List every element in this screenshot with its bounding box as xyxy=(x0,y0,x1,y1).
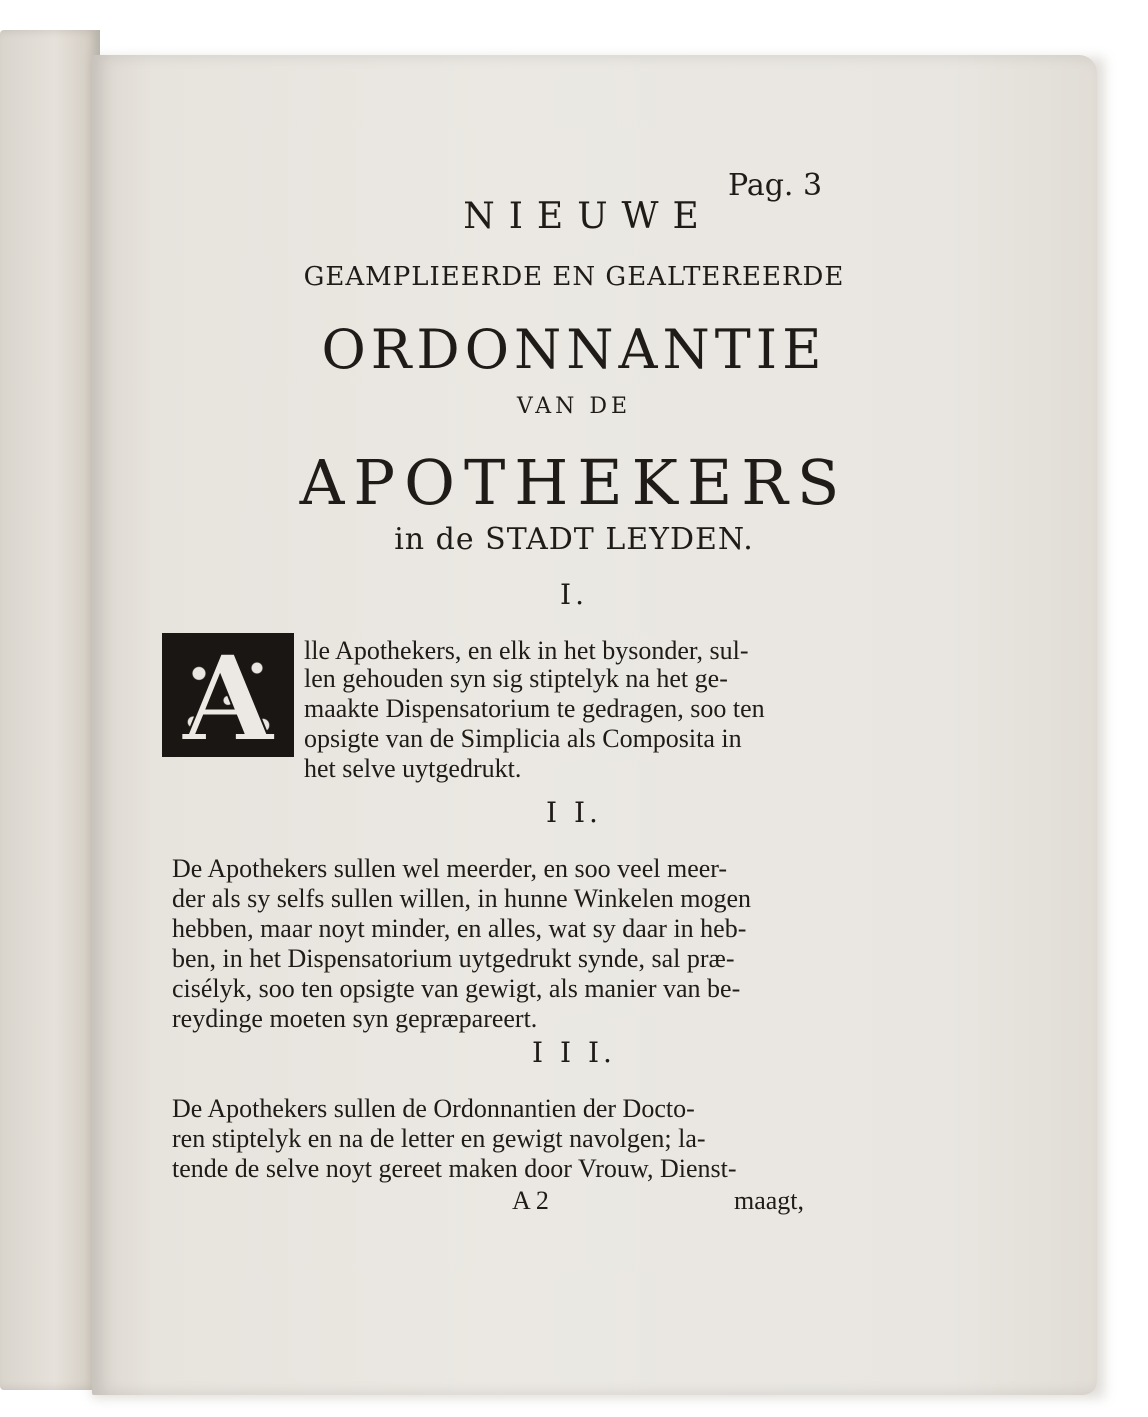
drop-cap-letter: A xyxy=(182,629,274,768)
section-3-line-2: ren stiptelyk en na de letter en gewigt navolgen; la- xyxy=(172,1124,706,1153)
catchword: maagt, xyxy=(734,1186,805,1215)
section-numeral-2: I I. xyxy=(546,796,602,829)
title-line-2: GEAMPLIEERDE EN GEALTEREERDE xyxy=(303,262,845,292)
decorated-initial xyxy=(162,629,294,768)
section-3-line-1: De Apothekers sullen de Ordonnantien der Docto- xyxy=(172,1094,695,1123)
section-2-line-2: der als sy selfs sullen willen, in hunne Winkelen mogen xyxy=(172,884,752,913)
section-1-line-4: opsigte van de Simplicia als Composita in xyxy=(304,724,742,753)
section-2-line-6: reydinge moeten syn gepræpareert. xyxy=(172,1004,538,1033)
title-line-3: ORDONNANTIE xyxy=(321,318,827,381)
section-2-line-3: hebben, maar noyt minder, en alles, wat sy daar in heb- xyxy=(172,914,747,943)
section-1-line-2: len gehouden syn sig stiptelyk na het ge- xyxy=(304,664,728,693)
section-numeral-1: I. xyxy=(560,578,588,611)
section-3-line-3: tende de selve noyt gereet maken door Vrouw, Dienst- xyxy=(172,1154,737,1183)
signature-mark: A 2 xyxy=(512,1186,549,1215)
section-1-line-1: lle Apothekers, en elk in het bysonder, sul- xyxy=(304,636,749,665)
section-2-line-4: ben, in het Dispensatorium uytgedrukt synde, sal præ- xyxy=(172,944,735,973)
section-1-line-5: het selve uytgedrukt. xyxy=(304,754,522,783)
title-line-5: APOTHEKERS xyxy=(299,446,849,519)
title-line-4: VAN DE xyxy=(516,394,632,419)
section-2-line-1: De Apothekers sullen wel meerder, en soo veel meer- xyxy=(172,854,728,883)
title-line-1: NIEUWE xyxy=(463,196,713,237)
section-1-line-3: maakte Dispensatorium te gedragen, soo ten xyxy=(304,694,765,723)
section-numeral-3: I I I. xyxy=(532,1036,616,1069)
section-2-line-5: cisélyk, soo ten opsigte van gewigt, als manier van be- xyxy=(172,974,741,1003)
page-number: Pag. 3 xyxy=(728,168,823,203)
title-line-6: in de STADT LEYDEN. xyxy=(394,522,754,557)
